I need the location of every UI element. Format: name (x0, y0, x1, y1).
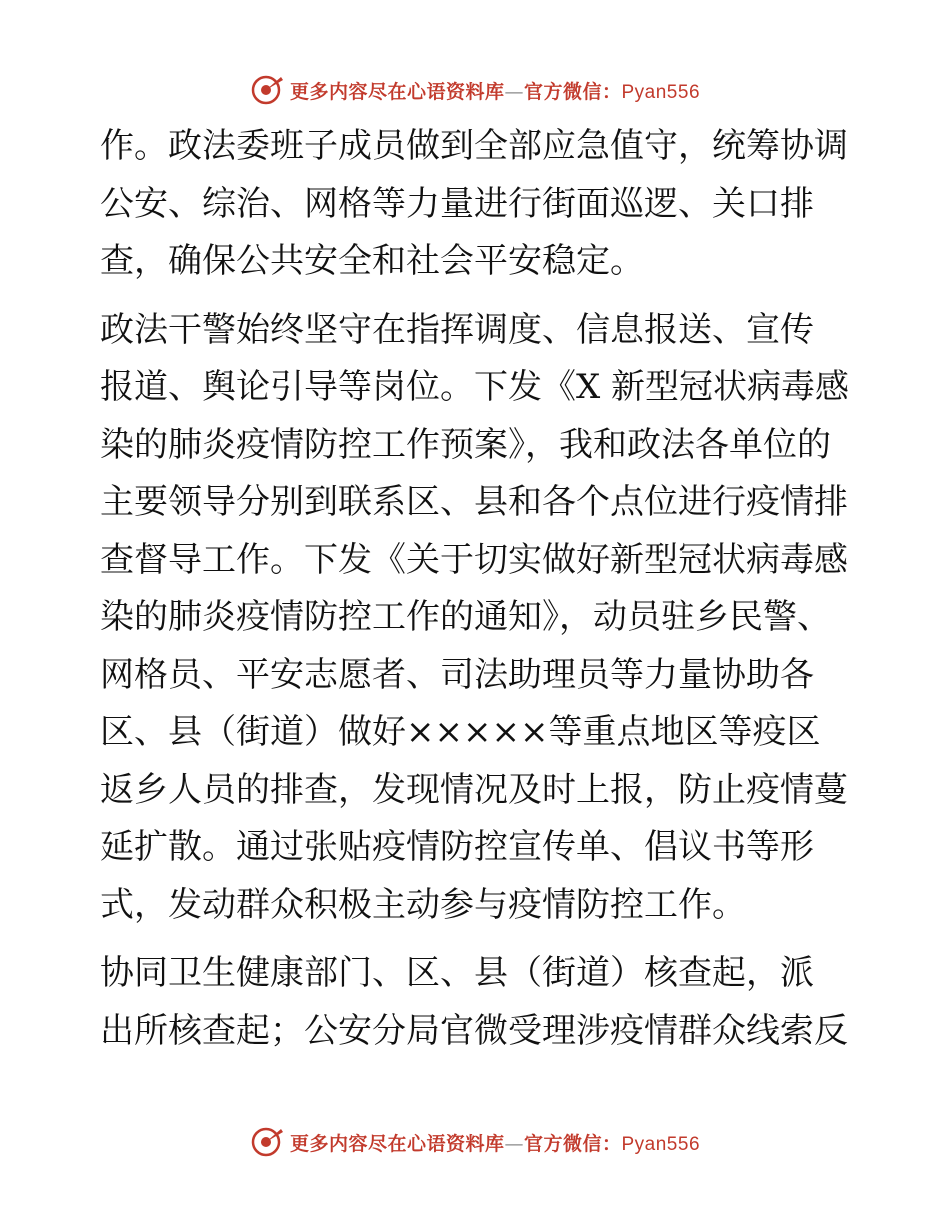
watermark-wechat-id: Pyan556 (621, 81, 701, 103)
watermark-wechat-label: 官方微信： (523, 1132, 622, 1155)
text-line: 主要领导分别到联系区、县和各个点位进行疫情排 (100, 482, 848, 522)
text-line: 查督导工作。下发《关于切实做好新型冠状病毒感 (100, 539, 848, 580)
watermark-dash: — (504, 80, 524, 103)
text-line: 政法干警始终坚守在指挥调度、信息报送、宣传 (100, 309, 814, 350)
text-line: 染的肺炎疫情防控工作的通知》，动员驻乡民警、 (100, 597, 831, 637)
text-line: 公安、综治、网格等力量进行街面巡逻、关口排 (100, 183, 814, 224)
text-line: 作。政法委班子成员做到全部应急值守，统筹协调 (100, 126, 848, 166)
watermark-wechat-id: Pyan556 (621, 1133, 701, 1155)
paragraph-3 (100, 945, 852, 1060)
header-watermark (0, 70, 950, 110)
text-line: 返乡人员的排查，发现情况及时上报，防止疫情蔓 (100, 769, 848, 810)
pen-logo-icon (250, 1125, 284, 1159)
document-body (100, 118, 852, 1060)
paragraph-1 (100, 118, 852, 291)
watermark-wechat-label: 官方微信： (523, 80, 622, 103)
text-line: 网格员、平安志愿者、司法助理员等力量协助各 (100, 654, 814, 695)
watermark-site: 更多内容尽在心语资料库 (289, 1132, 505, 1155)
text-line: 协同卫生健康部门、区、县（街道）核查起，派 (100, 953, 814, 993)
watermark-text (290, 1129, 700, 1156)
text-line: 出所核查起；公安分局官微受理涉疫情群众线索反 (100, 1010, 848, 1051)
text-line: 染的肺炎疫情防控工作预案》，我和政法各单位的 (100, 424, 831, 465)
watermark-site: 更多内容尽在心语资料库 (289, 80, 505, 103)
paragraph-2 (100, 302, 852, 935)
watermark-dash: — (504, 1132, 524, 1155)
watermark-text (290, 77, 700, 104)
pen-logo-icon (250, 73, 284, 107)
footer-watermark (0, 1122, 950, 1162)
text-line: 延扩散。通过张贴疫情防控宣传单、倡议书等形 (100, 827, 814, 867)
text-line: 区、县（街道）做好×××××等重点地区等疫区 (100, 712, 821, 752)
text-line: 报道、舆论引导等岗位。下发《X 新型冠状病毒感 (100, 367, 850, 407)
text-line: 式，发动群众积极主动参与疫情防控工作。 (100, 884, 746, 925)
text-line: 查，确保公共安全和社会平安稳定。 (100, 241, 644, 281)
